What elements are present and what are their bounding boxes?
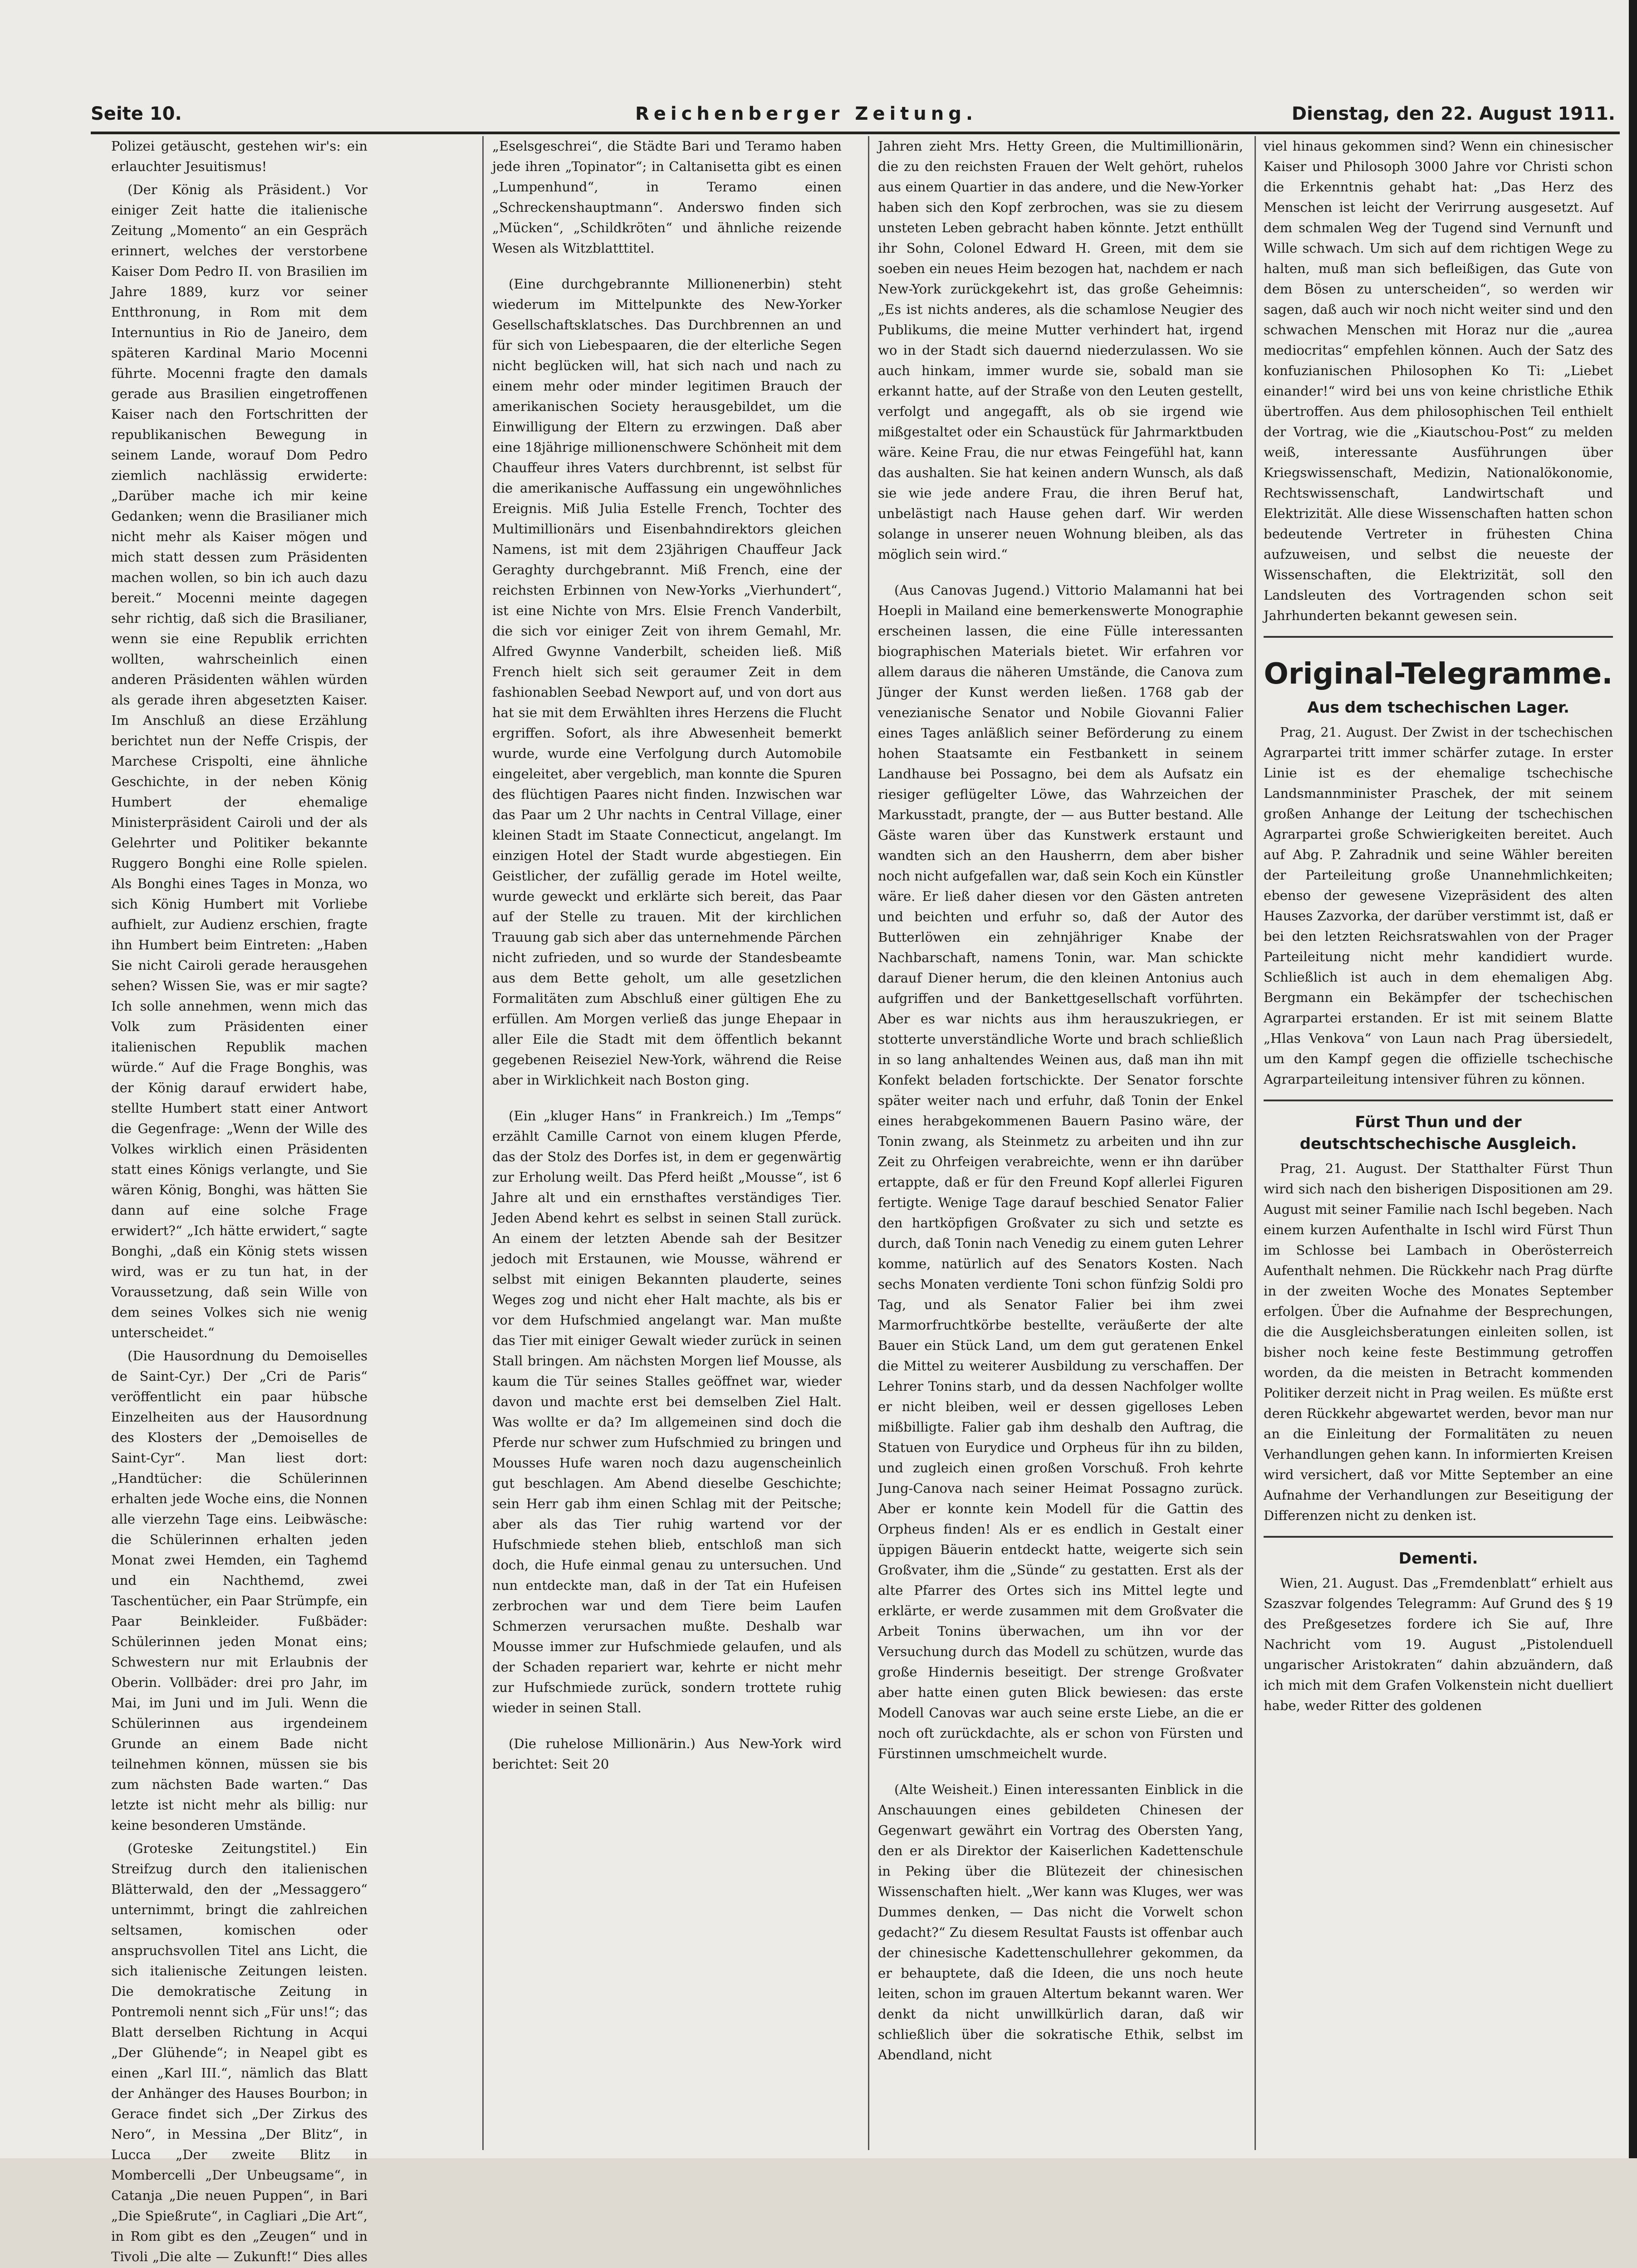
subheading-lager: Aus dem tschechischen Lager.	[1307, 699, 1569, 717]
article-text: viel hinaus gekommen sind? Wenn ein chinesischer Kaiser und Philosoph 3000 Jahre vor Christi schon die Erkenntnis gehabt hat: „Das Herz des Menschen ist leicht der Verirrung ausgesetzt. Auf dem schmalen Weg der Tugend sind Vernunft und Wille schwach. Um sich auf dem richtigen Wege zu halten, muß man sich befleißigen, das Gute von dem Bösen zu unterscheiden“, so werden wir sagen, daß auch wir noch nicht weiter sind und den schwachen Menschen mit Horaz nur die „aurea mediocritas“ empfehlen können. Auch der Satz des konfuzianischen Philosophen Ko Ti: „Liebet einander!“ wird bei uns von keine christliche Ethik übertroffen. Aus dem philosophischen Teil enthielt der Vortrag, wie die „Kiautschou-Post“ zu melden weiß, interessante Ausführungen über Kriegswissenschaft, Medizin, Nationalökonomie, Rechtswissenschaft, Landwirtschaft und Elektrizität. Alle diese Wissenschaften hatten schon bedeutende Vertreter in frühesten China aufzuweisen, und selbst die neueste der Wissenschaften, die Elektrizität, soll den Landsleuten des Vortragenden schon seit Jahrhunderten bekannt gewesen sein.	[1264, 138, 1613, 623]
column-1	[111, 136, 368, 2264]
article-ruhelose-millionaerin: (Die ruhelose Millionärin.) Aus New-York wird berichtet: Seit 20	[492, 1736, 842, 1772]
running-header	[91, 99, 1615, 131]
column-4	[1264, 136, 1613, 2150]
telegram-wien-dementi: Wien, 21. August. Das „Fremdenblatt“ erhielt aus Szaszvar folgendes Telegramm: Auf Grund des § 19 des Preßgesetzes fordere ich Sie auf, Ihre Nachricht vom 19. August „Pistolenduell ungarischer Aristokraten“ dahin abzuändern, daß ich mich mit dem Grafen Volkenstein nicht duelliert habe, weder Ritter des goldenen	[1264, 1575, 1613, 1713]
section-rule	[1264, 1100, 1613, 1101]
column-3	[878, 136, 1243, 2150]
article-kluger-hans: (Ein „kluger Hans“ in Frankreich.) Im „Temps“ erzählt Camille Carnot von einem klugen Pferde, das der Stolz des Dorfes ist, in dem er gegenwärtig zur Erholung weilt. Das Pferd heißt „Mousse“, ist 6 Jahre alt und ein ernsthaftes verständiges Tier. Jeden Abend kehrt es selbst in seinen Stall zurück. An einem der letzten Abende sah der Besitzer jedoch mit Erstaunen, wie Mousse, während er selbst mit einigen Bekannten plauderte, seines Weges zog und nicht eher Halt machte, als bis er vor dem Hufschmied angelangt war. Man mußte das Tier mit einiger Gewalt wieder zurück in seinen Stall bringen. Am nächsten Morgen lief Mousse, als kaum die Tür seines Stalles geöffnet war, wieder davon und machte erst bei demselben Ziel Halt. Was wollte er da? Im allgemeinen sind doch die Pferde nur schwer zum Hufschmied zu bringen und Mousses Hufe waren noch dazu augenscheinlich gut beschlagen. Am Abend dieselbe Geschichte; sein Herr gab ihm einen Schlag mit der Peitsche; aber als das Tier ruhig wartend vor der Hufschmiede stehen blieb, entschloß man sich doch, die Hufe einmal genau zu untersuchen. Und nun entdeckte man, daß in der Tat ein Hufeisen zerbrochen war und dem Tiere beim Laufen Schmerzen verursachen mußte. Deshalb war Mousse immer zur Hufschmiede gelaufen, und als der Schaden repariert war, kehrte er nicht mehr zur Hufschmiede zurück, sondern trottete ruhig wieder in seinen Stall.	[492, 1108, 842, 1716]
article-alte-weisheit: (Alte Weisheit.) Einen interessanten Einblick in die Anschauungen eines gebildeten Chinesen der Gegenwart gewährt ein Vortrag des Obersten Yang, den er als Direktor der Kaiserlichen Kadettenschule in Peking über die Blütezeit der chinesischen Wissenschaften hielt. „Wer kann was Kluges, wer was Dummes denken, — Das nicht die Vorwelt schon gedacht?“ Zu diesem Resultat Fausts ist offenbar auch der chinesische Kadettenschullehrer gekommen, da er behauptete, daß die Ideen, die uns noch heute leiten, schon im grauen Altertum bekannt waren. Wer denkt da nicht unwillkürlich daran, daß wir schließlich über die sokratische Ethik, selbst im Abendland, nicht	[878, 1782, 1243, 2063]
article-koenig-praesident: (Der König als Präsident.) Vor einiger Zeit hatte die italienische Zeitung „Momento“ an ein Gespräch erinnert, welches der verstorbene Kaiser Dom Pedro II. von Brasilien im Jahre 1889, kurz vor seiner Entthronung, in Rom mit dem Internuntius in Rio de Janeiro, dem späteren Kardinal Mario Mocenni führte. Mocenni fragte den damals gerade aus Brasilien eingetroffenen Kaiser nach den Fortschritten der republikanischen Bewegung in seinem Lande, worauf Dom Pedro ziemlich nachlässig erwiderte: „Darüber mache ich mir keine Gedanken; wenn die Brasilianer mich nicht mehr als Kaiser mögen und mich statt dessen zum Präsidenten machen wollen, so bin ich auch dazu bereit.“ Mocenni meinte dagegen sehr richtig, daß sich die Brasilianer, wenn sie eine Republik errichten wollten, wahrscheinlich einen anderen Präsidenten wählen würden als gerade ihren abgesetzten Kaiser. Im Anschluß an diese Erzählung berichtet nun der Neffe Crispis, der Marchese Crispolti, eine ähnliche Geschichte, in der neben König Humbert der ehemalige Ministerpräsident Cairoli und der als Gelehrter und Politiker bekannte Ruggero Bonghi eine Rolle spielen. Als Bonghi eines Tages in Monza, wo sich König Humbert mit Vorliebe aufhielt, zur Audienz erschien, fragte ihn Humbert beim Eintreten: „Haben Sie nicht Cairoli gerade herausgehen sehen? Wissen Sie, was er mir sagte? Ich solle annehmen, wenn mich das Volk zum Präsidenten einer italienischen Republik machen würde.“ Auf die Frage Bonghis, was der König darauf erwidert habe, stellte Humbert statt einer Antwort die Gegenfrage: „Wenn der Wille des Volkes wirklich einen Präsidenten statt eines Königs verlangte, und Sie wären König, Bonghi, was hätten Sie dann auf eine solche Frage erwidert?“ „Ich hätte erwidert,“ sagte Bonghi, „daß ein König stets wissen wird, was er zu tun hat, in der Voraussetzung, daß sein Wille von dem seines Volkes sich nie wenig unterscheidet.“	[111, 182, 368, 1340]
telegrams-heading: Original-Telegramme.	[1264, 657, 1613, 691]
section-rule	[1264, 636, 1613, 638]
article-text: Polizei getäuscht, gestehen wir's: ein erlauchter Jesuitismus!	[111, 138, 368, 174]
article-hausordnung: (Die Hausordnung du Demoiselles de Saint-Cyr.) Der „Cri de Paris“ veröffentlicht ein paar hübsche Einzelheiten aus der Hausordnung des Klosters der „Demoiselles de Saint-Cyr“. Man liest dort: „Handtücher: die Schülerinnen erhalten jede Woche eins, die Nonnen alle vierzehn Tage eins. Leibwäsche: die Schülerinnen erhalten jeden Monat zwei Hemden, ein Taghemd und ein Nachthemd, zwei Taschentücher, ein Paar Strümpfe, ein Paar Beinkleider. Fußbäder: Schülerinnen jeden Monat eins; Schwestern nur mit Erlaubnis der Oberin. Vollbäder: drei pro Jahr, im Mai, im Juni und im Juli. Wenn die Schülerinnen aus irgendeinem Grunde an einem Bade nicht teilnehmen können, müssen sie bis zum nächsten Bade warten.“ Das letzte ist nicht mehr als billig: nur keine besonderen Umstände.	[111, 1348, 368, 1833]
scan-edge	[1629, 0, 1637, 2158]
column-divider	[482, 136, 484, 2150]
telegram-prag-thun: Prag, 21. August. Der Statthalter Fürst Thun wird sich nach den bisherigen Dispositionen am 29. August mit seiner Familie nach Ischl begeben. Nach einem kurzen Aufenthalte in Ischl wird Fürst Thun im Schlosse bei Lambach in Oberösterreich Aufenthalt nehmen. Die Rückkehr nach Prag dürfte in der zweiten Woche des Monates September erfolgen. Über die Aufnahme der Besprechungen, die die Ausgleichsberatungen einleiten sollen, ist bisher noch keine feste Bestimmung getroffen worden, da die meisten in Betracht kommenden Politiker derzeit nicht in Prag weilen. Es müßte erst deren Rückkehr abgewartet werden, bevor man nur an die Einleitung der Formalitäten zu neuen Verhandlungen gehen kann. In informierten Kreisen wird versichert, daß vor Mitte September an eine Aufnahme der Verhandlungen zur Beseitigung der Differenzen nicht zu denken ist.	[1264, 1161, 1613, 1523]
header-rule	[91, 132, 1620, 134]
telegram-prag-agrarpartei: Prag, 21. August. Der Zwist in der tschechischen Agrarpartei tritt immer schärfer zutage. In erster Linie ist es der ehemalige tschechische Landsmannminister Praschek, der mit seinem großen Anhange der Leitung der tschechischen Agrarpartei große Schwierigkeiten bereitet. Auch auf Abg. P. Zahradnik und seine Wähler bereiten der Parteileitung große Unannehmlichkeiten; ebenso der gewesene Vizepräsident des alten Hauses Zazvorka, der darüber verstimmt ist, daß er bei den letzten Reichsratswahlen von der Prager Parteileitung nicht mehr kandidiert wurde. Schließlich ist auch in dem ehemaligen Abg. Bergmann ein Bekämpfer der tschechischen Agrarpartei erstanden. Er ist mit seinem Blatte „Hlas Venkova“ von Laun nach Prag übersiedelt, um den Kampf gegen die offizielle tschechische Agrarparteileitung intensiver führen zu können.	[1264, 724, 1613, 1087]
column-divider	[868, 136, 869, 2150]
masthead: Reichenberger Zeitung.	[635, 103, 978, 124]
subheading-thun: Fürst Thun und der deutschtschechische Ausgleich.	[1299, 1113, 1577, 1153]
article-text: „Eselsgeschrei“, die Städte Bari und Teramo haben jede ihren „Topinator“; in Caltanisetta gibt es einen „Lumpenhund“, in Teramo einen „Schreckenshauptmann“. Anderswo finden sich „Mücken“, „Schildkröten“ und ähnliche reizende Wesen als Witzblatttitel.	[492, 138, 842, 256]
article-text: Jahren zieht Mrs. Hetty Green, die Multimillionärin, die zu den reichsten Frauen der Welt gehört, ruhelos aus einem Quartier in das andere, und die New-Yorker haben sich den Kopf zerbrochen, was sie zu diesem unsteten Leben gebracht haben könnte. Jetzt enthüllt ihr Sohn, Colonel Edward H. Green, mit dem sie soeben ein neues Heim bezogen hat, nachdem er nach New-York zurückgekehrt ist, das große Geheimnis: „Es ist nichts anderes, als die schamlose Neugier des Publikums, die meine Mutter verhindert hat, irgend wo in der Stadt sich dauernd niederzulassen. Wo sie auch hinkam, immer wurde sie, sobald man sie erkannt hatte, auf der Straße von den Leuten gestellt, verfolgt und angegafft, als ob sie irgend wie mißgestaltet oder ein Schaustück für Jahrmarktbuden wäre. Keine Frau, die nur etwas Feingefühl hat, kann das aushalten. Sie hat keinen andern Wunsch, als daß sie wie jede andere Frau, die ihren Beruf hat, unbelästigt nach Hause gehen darf. Wir werden solange in unserer neuen Wohnung bleiben, als das möglich sein wird.“	[878, 138, 1243, 562]
issue-date: Dienstag, den 22. August 1911.	[1291, 103, 1615, 124]
section-rule	[1264, 1536, 1613, 1538]
column-divider	[1255, 136, 1256, 2150]
article-zeitungstitel: (Groteske Zeitungstitel.) Ein Streifzug durch den italienischen Blätterwald, den der „Messaggero“ unternimmt, bringt die zahlreichen seltsamen, komischen oder anspruchsvollen Titel ans Licht, die sich italienische Zeitungen leisten. Die demokratische Zeitung in Pontremoli nennt sich „Für uns!“; das Blatt derselben Richtung in Acqui „Der Glühende“; in Neapel gibt es einen „Karl III.“, nämlich das Blatt der Anhänger des Hauses Bourbon; in Gerace findet sich „Der Zirkus des Nero“, in Messina „Der Blitz“, in Lucca „Der zweite Blitz in Mombercelli „Der Unbeugsame“, in Catanja „Die neuen Puppen“, in Bari „Die Spießrute“, in Cagliari „Die Art“, in Rom gibt es den „Zeugen“ und in Tivoli „Die alte — Zukunft!“ Dies alles	[111, 1841, 368, 2264]
article-canova: (Aus Canovas Jugend.) Vittorio Malamanni hat bei Hoepli in Mailand eine bemerkenswerte Monographie erscheinen lassen, die eine Fülle interessanten biographischen Materials bietet. Wir erfahren vor allem daraus die näheren Umstände, die Canova zum Jünger der Kunst werden ließen. 1768 gab der venezianische Senator und Nobile Giovanni Falier eines Tages anläßlich seiner Beförderung zu einem hohen Staatsamte ein Festbankett in seinem Landhause bei Possagno, bei dem als Aufsatz ein riesiger geflügelter Löwe, das Wahrzeichen der Markusstadt, prangte, der — aus Butter bestand. Alle Gäste waren über das Kunstwerk erstaunt und wandten sich an den Hausherrn, dem aber bisher noch nicht aufgefallen war, daß sein Koch ein Künstler wäre. Er ließ daher diesen vor den Gästen antreten und beichten und erfuhr so, daß der Autor des Butterlöwen ein zehnjähriger Knabe der Nachbarschaft, namens Tonin, war. Man schickte darauf Diener herum, die den kleinen Antonius auch aufgriffen und der Bankettgesellschaft vorführten. Aber es war nichts aus ihm herauszukriegen, er stotterte unverständliche Worte und brach schließlich in so lang anhaltendes Weinen aus, daß man ihn mit Konfekt beladen fortschickte. Der Senator forschte später weiter nach und erfuhr, daß Tonin der Enkel eines herabgekommenen Bauern Pasino wäre, der Tonin zwang, als Steinmetz zu arbeiten und ihn zur Zeit zu Ohrfeigen verabreichte, wenn er ihn darüber ertappte, daß er für den Freund Kopf allerlei Figuren fertigte. Wenige Tage darauf beschied Senator Falier den hartköpfigen Großvater zu sich und setzte es durch, daß Tonin nach Venedig zu einem guten Lehrer komme, natürlich auf des Senators Kosten. Nach sechs Monaten verdiente Toni schon fünfzig Soldi pro Tag, und als Senator Falier bei ihm zwei Marmorfruchtkörbe bestellte, veräußerte der alte Bauer ein Stück Land, um dem gut geratenen Enkel die Mittel zu weiterer Ausbildung zu verschaffen. Der Lehrer Tonins starb, und da dessen Nachfolger wollte er nicht bleiben, weil er dessen gigelloses Leben mißbilligte. Falier gab ihm deshalb den Auftrag, die Statuen von Eurydice und Orpheus für ihn zu bilden, und zugleich einen großen Vorschuß. Froh kehrte Jung-Canova nach seiner Heimat Possagno zurück. Aber er konnte kein Modell für die Gattin des Orpheus finden! Als er es endlich in Gestalt einer üppigen Bäuerin entdeckt hatte, weigerte sich sein Großvater, ihm die „Sünde“ zu gestatten. Erst als der alte Pfarrer des Ortes sich ins Mittel legte und erklärte, er werde zusammen mit dem Großvater die Arbeit Tonins überwachen, um ihn vor der Versuchung durch das Modell zu schützen, wurde das große Hindernis beseitigt. Der strenge Großvater aber hatte einen guten Blick bewiesen: das erste Modell Canovas war auch seine erste Liebe, an die er noch oft zurückdachte, als er schon von Fürsten und Fürstinnen umschmeichelt wurde.	[878, 582, 1243, 1761]
subheading-dementi: Dementi.	[1398, 1549, 1478, 1568]
article-millionenerbin: (Eine durchgebrannte Millionenerbin) steht wiederum im Mittelpunkte des New-Yorker Gesellschaftsklatsches. Das Durchbrennen an und für sich von Liebespaaren, die der elterliche Segen nicht beglücken will, hat sich nach und nach zu einem mehr oder minder legitimen Brauch der amerikanischen Society herausgebildet, um die Einwilligung der Eltern zu erzwingen. Daß aber eine 18jährige millionenschwere Schönheit mit dem Chauffeur ihres Vaters durchbrennt, ist selbst für die amerikanische Auffassung ein ungewöhnliches Ereignis. Miß Julia Estelle French, Tochter des Multimillionärs und Eisenbahndirektors gleichen Namens, ist mit dem 23jährigen Chauffeur Jack Geraghty durchgebrannt. Miß French, eine der reichsten Erbinnen von New-Yorks „Vierhundert“, ist eine Nichte von Mrs. Elsie French Vanderbilt, die sich vor einiger Zeit von ihrem Gemahl, Mr. Alfred Gwynne Vanderbilt, scheiden ließ. Miß French hielt sich seit geraumer Zeit in dem fashionablen Seebad Newport auf, und von dort aus hat sie mit dem Erwählten ihres Herzens die Flucht ergriffen. Sofort, als ihre Abwesenheit bemerkt wurde, wurde eine Verfolgung durch Automobile eingeleitet, aber vergeblich, man konnte die Spuren des flüchtigen Paares nicht finden. Inzwischen war das Paar um 2 Uhr nachts in Central Village, einer kleinen Stadt im Staate Connecticut, angelangt. Im einzigen Hotel der Stadt wurde abgestiegen. Ein Geistlicher, der zufällig gerade im Hotel weilte, wurde geweckt und erklärte sich bereit, das Paar auf der Stelle zu trauen. Mit der kirchlichen Trauung gab sich aber das unternehmende Pärchen nicht zufrieden, und so wurde der Standesbeamte aus dem Bette geholt, um alle gesetzlichen Formalitäten zum Abschluß einer gültigen Ehe zu erfüllen. Am Morgen verließ das junge Ehepaar in aller Eile die Stadt mit dem öffentlich bekannt gegebenen Reiseziel New-York, während die Reise aber in Wirklichkeit nach Boston ging.	[492, 276, 842, 1088]
column-2	[492, 136, 842, 2150]
page-number: Seite 10.	[91, 103, 182, 124]
